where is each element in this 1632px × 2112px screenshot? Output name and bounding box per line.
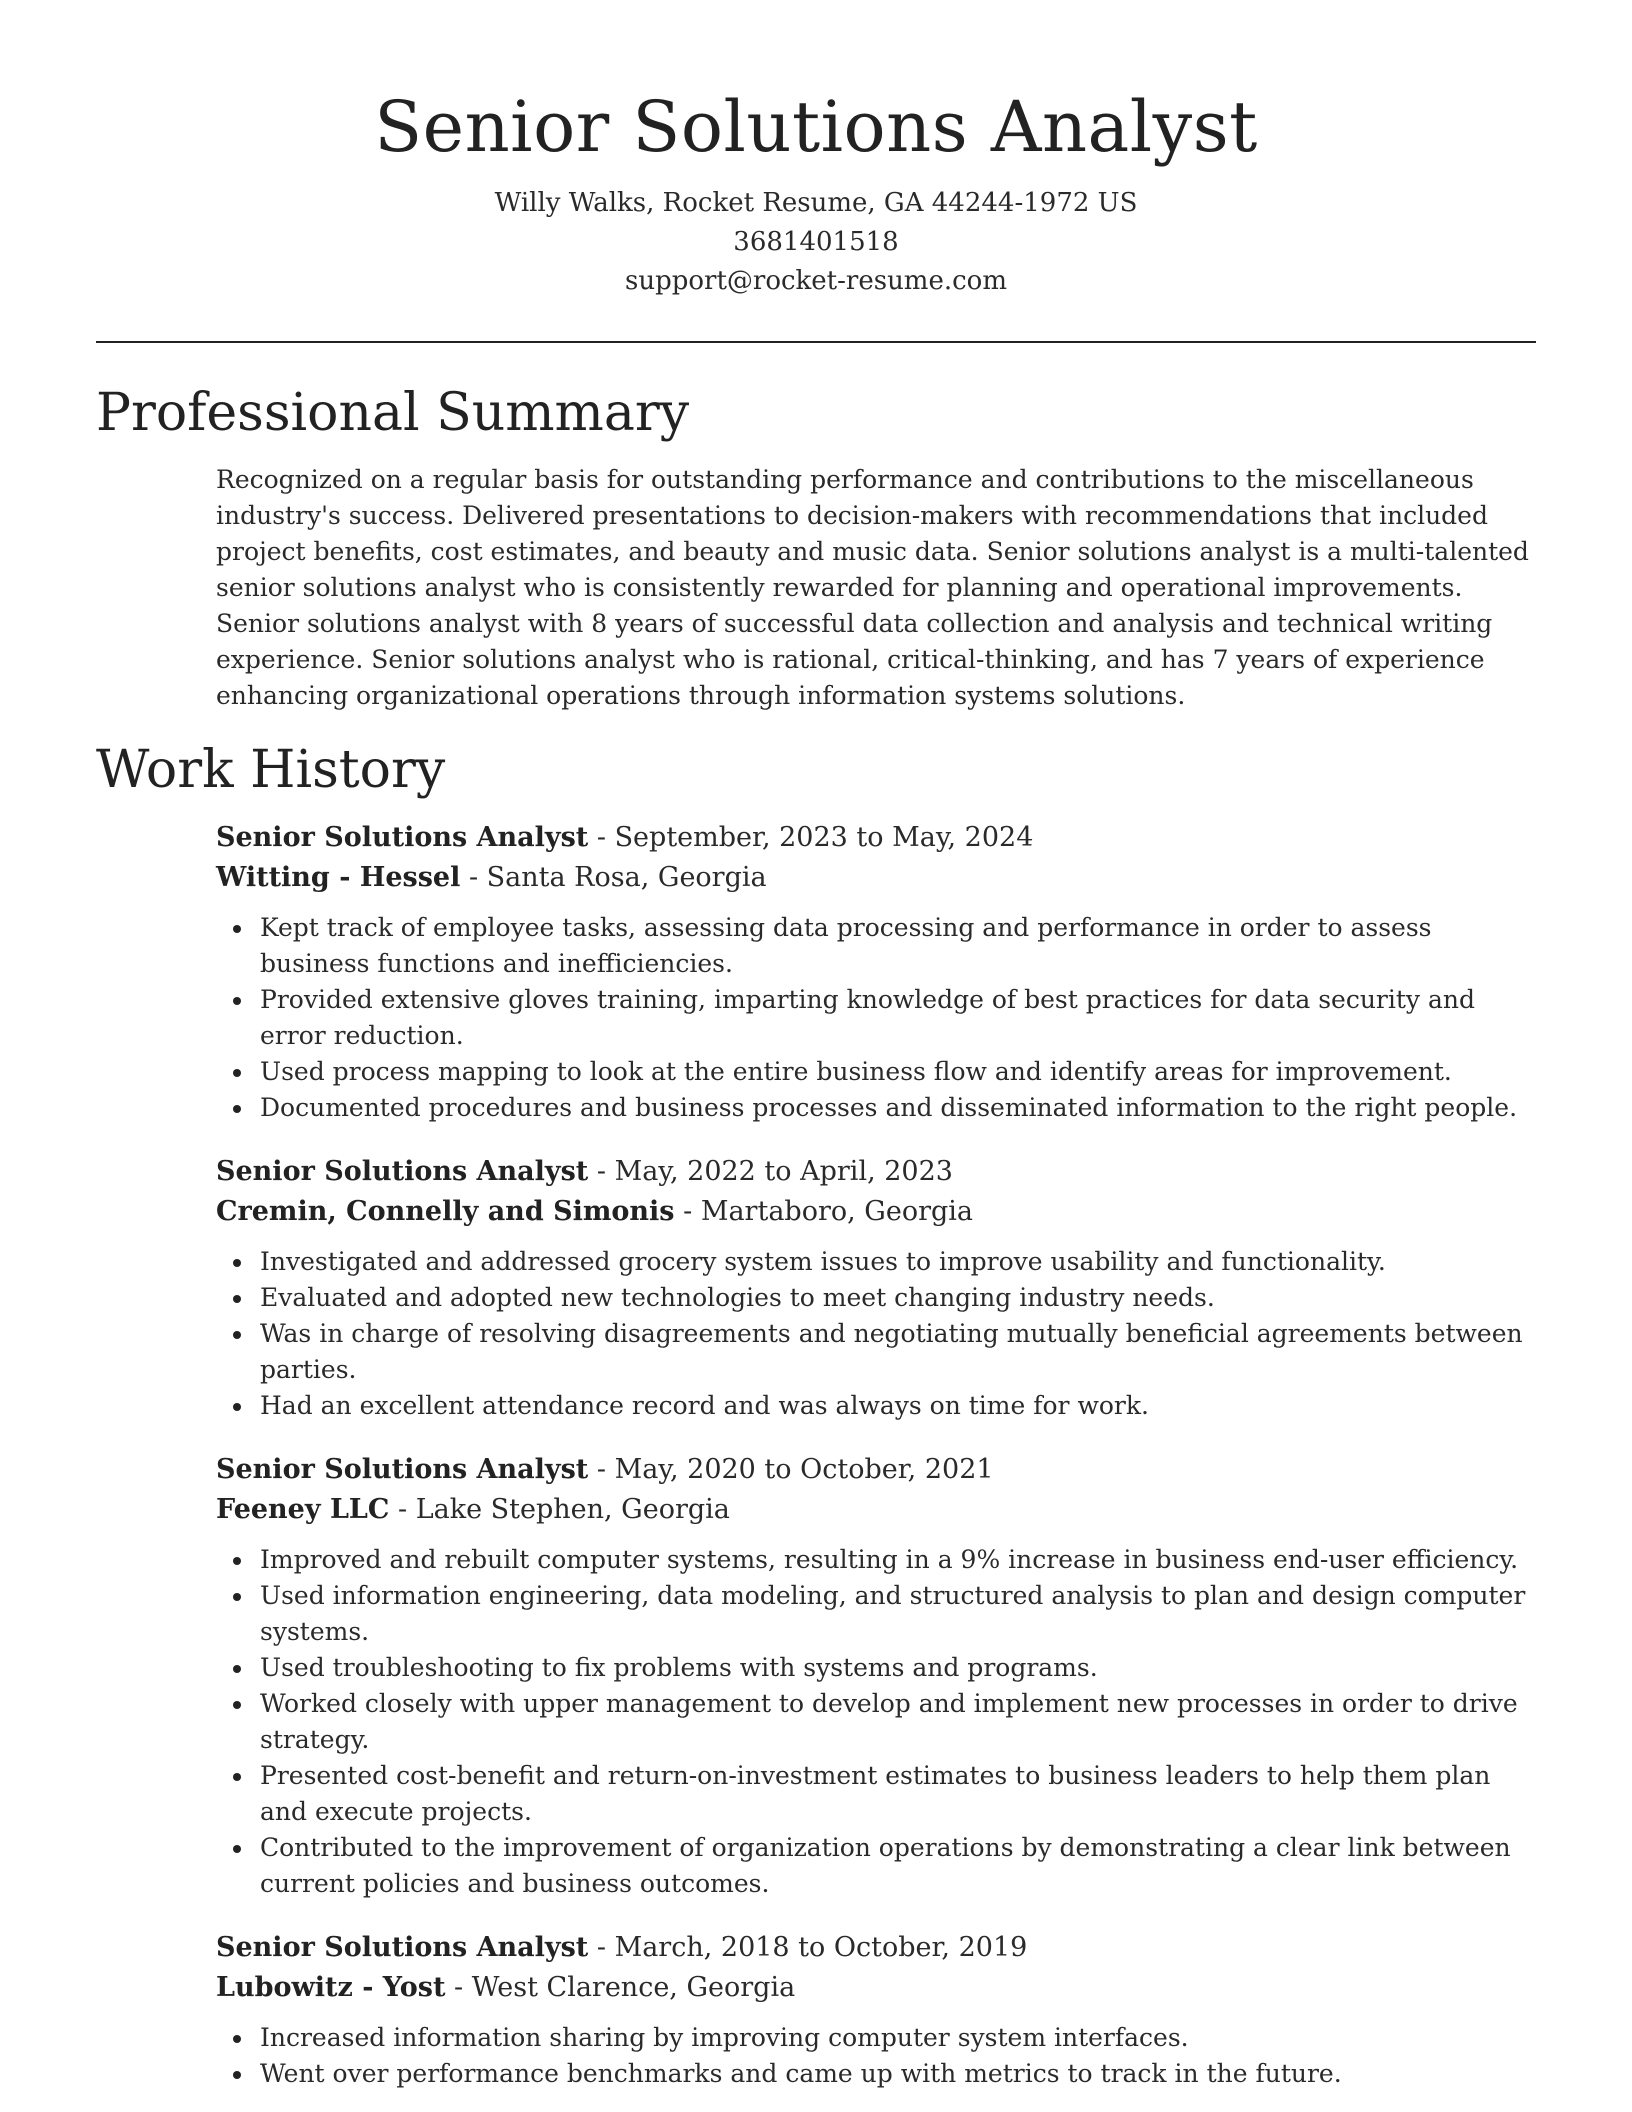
header-divider (96, 341, 1536, 343)
job-company-line (216, 1490, 1536, 1530)
job-location: Santa Rosa, Georgia (486, 862, 767, 893)
contact-info (0, 184, 1632, 301)
job-entry (216, 818, 1536, 1126)
list-item: Was in charge of resolving disagreements and negotiating mutually beneficial agreements between parties. (260, 1316, 1536, 1388)
contact-email: support@rocket-resume.com (624, 266, 1007, 296)
job-dates: March, 2018 to October, 2019 (614, 1932, 1028, 1963)
job-dates: September, 2023 to May, 2024 (614, 822, 1034, 853)
job-separator: - (588, 1156, 615, 1187)
work-history-list (216, 818, 1536, 2112)
contact-address: Willy Walks, Rocket Resume, GA 44244-1972 US (494, 188, 1138, 218)
job-entry (216, 1928, 1536, 2092)
job-bullet-list (216, 2020, 1536, 2092)
job-title-line (216, 1152, 1536, 1192)
list-item: Investigated and addressed grocery system issues to improve usability and functionality. (260, 1244, 1536, 1280)
list-item: Improved and rebuilt computer systems, resulting in a 9% increase in business end-user efficiency. (260, 1542, 1536, 1578)
job-separator: - (389, 1494, 416, 1525)
job-location: Martaboro, Georgia (700, 1196, 974, 1227)
job-separator: - (460, 862, 487, 893)
job-company: Lubowitz - Yost (216, 1972, 446, 2003)
list-item: Provided extensive gloves training, imparting knowledge of best practices for data security and error reduction. (260, 982, 1536, 1054)
job-company-line (216, 858, 1536, 898)
job-location: Lake Stephen, Georgia (415, 1494, 730, 1525)
job-separator: - (445, 1972, 472, 2003)
job-entry (216, 1450, 1536, 1902)
job-separator: - (588, 822, 615, 853)
job-company: Witting - Hessel (216, 862, 461, 893)
list-item: Used process mapping to look at the entire business flow and identify areas for improvement. (260, 1054, 1536, 1090)
list-item: Evaluated and adopted new technologies to meet changing industry needs. (260, 1280, 1536, 1316)
list-item: Worked closely with upper management to develop and implement new processes in order to drive strategy. (260, 1686, 1536, 1758)
job-title: Senior Solutions Analyst (216, 1454, 589, 1485)
job-entry (216, 1152, 1536, 1424)
list-item: Kept track of employee tasks, assessing data processing and performance in order to assess business functions and inefficiencies. (260, 910, 1536, 982)
list-item: Had an excellent attendance record and was always on time for work. (260, 1388, 1536, 1424)
job-company-line (216, 1968, 1536, 2008)
job-title-line (216, 1450, 1536, 1490)
job-bullet-list (216, 1244, 1536, 1424)
list-item: Used information engineering, data modeling, and structured analysis to plan and design computer systems. (260, 1578, 1536, 1650)
job-company-line (216, 1192, 1536, 1232)
job-title: Senior Solutions Analyst (216, 822, 589, 853)
job-bullet-list (216, 910, 1536, 1126)
resume-header (0, 0, 1632, 301)
job-title-line (216, 1928, 1536, 1968)
list-item: Documented procedures and business processes and disseminated information to the right people. (260, 1090, 1536, 1126)
list-item: Used troubleshooting to fix problems with systems and programs. (260, 1650, 1536, 1686)
page-title: Senior Solutions Analyst (374, 86, 1258, 168)
contact-phone: 3681401518 (733, 227, 899, 257)
list-item: Went over performance benchmarks and came up with metrics to track in the future. (260, 2056, 1536, 2092)
job-separator: - (674, 1196, 701, 1227)
job-title: Senior Solutions Analyst (216, 1156, 589, 1187)
summary-text: Recognized on a regular basis for outstanding performance and contributions to the miscellaneous industry's success. Delivered presentations to decision-makers with recommendations that included project benefits, cost estimates, and beauty and music data. Senior solutions analyst is a multi-talented senior solutions analyst who is consistently rewarded for planning and operational improvements. Senior solutions analyst with 8 years of successful data collection and analysis and technical writing experience. Senior solutions analyst who is rational, critical-thinking, and has 7 years of experience enhancing organizational operations through information systems solutions. (216, 465, 1529, 710)
list-item: Presented cost-benefit and return-on-investment estimates to business leaders to help them plan and execute projects. (260, 1758, 1536, 1830)
job-company: Cremin, Connelly and Simonis (216, 1196, 675, 1227)
work-history-heading: Work History (96, 740, 446, 800)
job-bullet-list (216, 1542, 1536, 1902)
job-dates: May, 2020 to October, 2021 (614, 1454, 994, 1485)
list-item: Increased information sharing by improving computer system interfaces. (260, 2020, 1536, 2056)
job-separator: - (588, 1454, 615, 1485)
list-item: Contributed to the improvement of organization operations by demonstrating a clear link between current policies and business outcomes. (260, 1830, 1536, 1902)
job-separator: - (588, 1932, 615, 1963)
job-location: West Clarence, Georgia (471, 1972, 796, 2003)
job-company: Feeney LLC (216, 1494, 390, 1525)
job-dates: May, 2022 to April, 2023 (614, 1156, 953, 1187)
job-title-line (216, 818, 1536, 858)
summary-heading: Professional Summary (96, 383, 690, 443)
job-title: Senior Solutions Analyst (216, 1932, 589, 1963)
